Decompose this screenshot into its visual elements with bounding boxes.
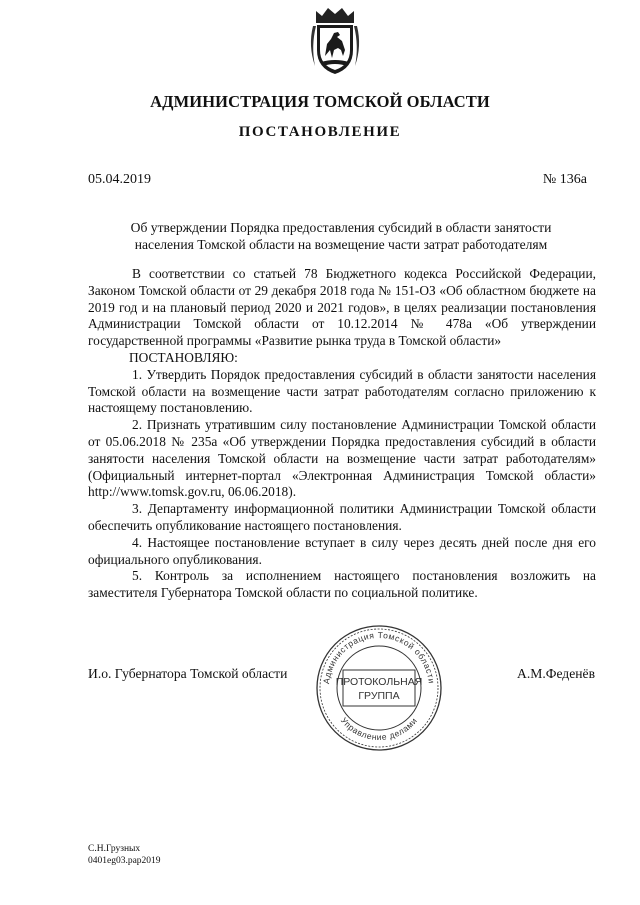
stamp-center-line1: ПРОТОКОЛЬНАЯ	[335, 676, 423, 688]
stamp-center-line2: ГРУППА	[358, 690, 400, 702]
signatory-name: А.М.Феденёв	[517, 666, 595, 681]
document-body	[88, 266, 596, 602]
item-paragraph: 2. Признать утратившим силу постановление Администрации Томской области от 05.06.2018 № 235а «Об утверждении Порядка предоставления субсидий в области занятости населения Томской области на возмещение части затрат работодателям» (Официальный интернет-портал «Электронная Администрация Томской области» http://www.tomsk.gov.ru, 06.06.2018).	[88, 417, 596, 500]
item-paragraph: 1. Утвердить Порядок предоставления субсидий в области занятости населения Томской области на возмещение части затрат работодателям согласно приложению к настоящему постановлению.	[88, 366, 596, 416]
item-paragraph: 3. Департаменту информационной политики Администрации Томской области обеспечить опубликование настоящего постановления.	[88, 501, 596, 533]
decree-heading: ПОСТАНОВЛЯЮ:	[129, 349, 238, 365]
document-type: ПОСТАНОВЛЕНИЕ	[238, 124, 402, 140]
organization-title: АДМИНИСТРАЦИЯ ТОМСКОЙ ОБЛАСТИ	[150, 92, 490, 111]
coat-of-arms-emblem	[307, 6, 363, 78]
document-subject: Об утверждении Порядка предоставления субсидий в области занятости населения Томской области на возмещение части затрат работодателям	[130, 220, 552, 252]
stamp-ring-bottom: Управление делами	[338, 715, 420, 743]
file-code: 0401eg03.pap2019	[88, 856, 161, 866]
official-stamp	[313, 622, 445, 754]
signatory-position: И.о. Губернатора Томской области	[88, 666, 288, 681]
preamble-paragraph: В соответствии со статьей 78 Бюджетного кодекса Российской Федерации, Законом Томской области от 29 декабря 2018 года № 151-ОЗ «Об областном бюджете на 2019 год и на плановый период 2020 и 2021 годов», в целях реализации постановления Администрации Томской области от 10.12.2014 № 478а «Об утверждении государственной программы «Развитие рынка труда в Томской области»	[88, 266, 596, 349]
item-paragraph: 5. Контроль за исполнением настоящего постановления возложить на заместителя Губернатора Томской области по социальной политике.	[88, 568, 596, 601]
footer	[88, 843, 161, 867]
document-date: 05.04.2019	[88, 172, 151, 187]
item-paragraph: 4. Настоящее постановление вступает в силу через десять дней после дня его официального опубликования.	[88, 534, 596, 567]
stamp-ring-top: Администрация Томской области	[321, 629, 437, 685]
document-number: № 136а	[542, 172, 587, 187]
executor-name: С.Н.Грузных	[88, 844, 141, 854]
